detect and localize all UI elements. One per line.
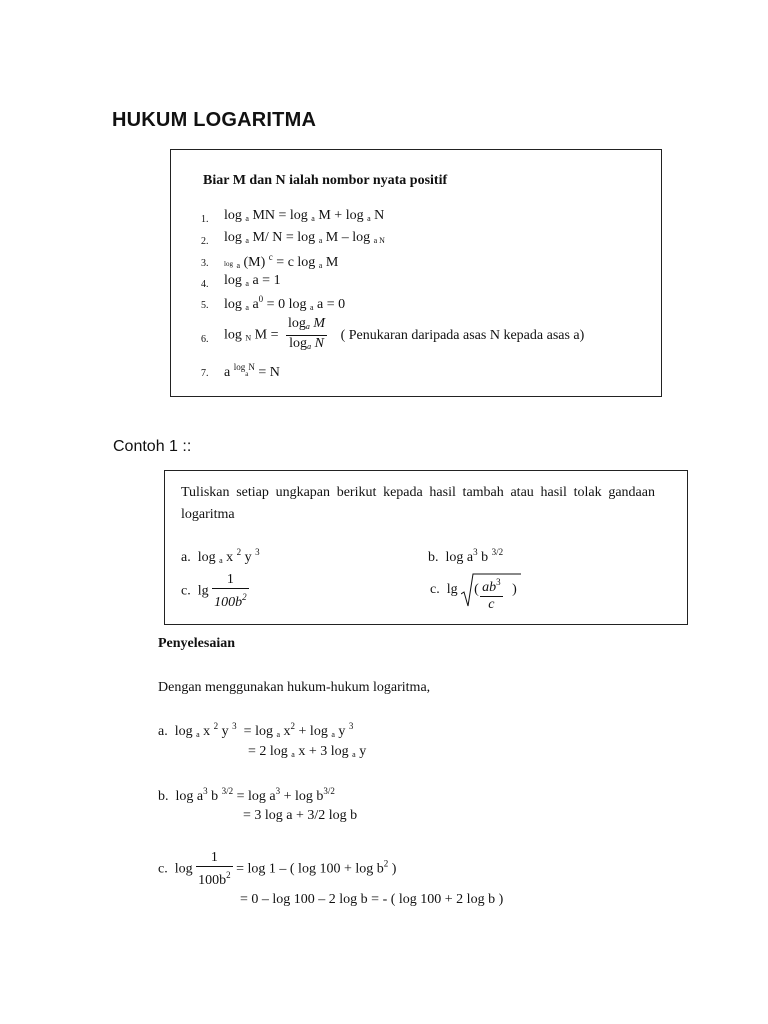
- solution-c-fraction: $\frac{1}{100b^2}$: [198, 850, 231, 888]
- law-number: 6.: [201, 334, 209, 345]
- solution-b-line1: b. $\log a^3$ b $^{3/2} = \log a^3 + \log b^{3/2}$: [158, 786, 335, 804]
- laws-intro: Biar M dan N ialah nombor nyata positif: [203, 173, 448, 188]
- square-root-icon: ( $\frac{ab^3}{c}$ ): [461, 572, 521, 608]
- exercise-a: a. log $_a$ x $^2$ y $^3$: [181, 547, 260, 565]
- exercise-c2: c. lg ( $\frac{ab^3}{c}$ ): [430, 572, 521, 608]
- page-title: HUKUM LOGARITMA: [112, 109, 317, 131]
- law-3: log $_a$ (M) $^c$ = c log $_a$ M: [224, 252, 339, 270]
- solution-heading: Penyelesaian: [158, 636, 235, 651]
- solution-intro: Dengan menggunakan hukum-hukum logaritma,: [158, 680, 431, 695]
- exercise-prompt: Tuliskan setiap ungkapan berikut kepada hasil tambah atau hasil tolak gandaan logaritma: [181, 485, 655, 522]
- solution-b-line2: = 3 log a + 3/2 log b: [243, 808, 358, 823]
- law-6: log $_N$ M = $\frac{\log_a M}{\log_a N}$ ( Penukaran daripada asas N kepada asas a): [224, 316, 584, 355]
- law-number: 2.: [201, 236, 209, 247]
- law-1: log $_a$ MN = log $_a$ M + log $_a$ N: [224, 208, 385, 223]
- law-number: 3.: [201, 258, 209, 269]
- solution-c-line1: c. log $\frac{1}{100b^2}$ = log 1 – ( $\log 100 + \log b^2$ ): [158, 850, 397, 888]
- law-number: 1.: [201, 214, 209, 225]
- law-6-fraction: $\frac{\log_a M}{\log_a N}$: [288, 316, 326, 351]
- law-6-note: ( Penukaran daripada asas N kepada asas a): [340, 327, 585, 343]
- law-number: 4.: [201, 279, 209, 290]
- exercise-b: b. $\log a^3$ b $^{3/2}$: [428, 547, 504, 565]
- exercise-c1-fraction: $\frac{1}{100b^2}$: [214, 572, 247, 610]
- example-heading: Contoh 1 ::: [113, 438, 192, 455]
- solution-a-line2: = 2 log $_a$ x + 3 log $_a$ y: [248, 744, 367, 759]
- law-7: a $^{log}a^N = N$: [224, 362, 280, 380]
- solution-a-line1: a. log $_a$ x $^2$ y $^3$ = log $_a$ $x^2 + \log _a$ y $^3$: [158, 721, 354, 739]
- law-4: log $_a$ a = 1: [224, 273, 281, 288]
- law-number: 5.: [201, 300, 209, 311]
- exercise-c1: c. lg $\frac{1}{100b^2}$: [181, 572, 247, 610]
- law-2: log $_a$ M/ N = log $_a$ M – log $_{a N}$: [224, 230, 385, 245]
- law-5: log $_a$ $a^0 = 0$ log $_a$ a = 0: [224, 294, 346, 312]
- solution-c-line2: = 0 – log 100 – 2 log b = - ( log 100 + 2 log b ): [240, 892, 504, 907]
- law-number: 7.: [201, 368, 209, 379]
